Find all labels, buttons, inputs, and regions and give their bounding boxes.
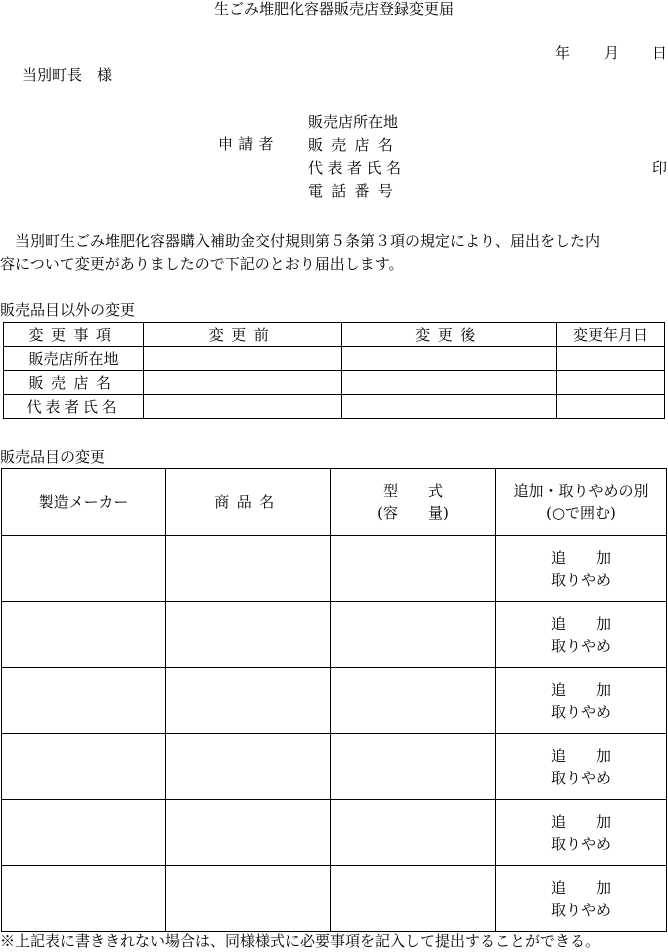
- table-row: [2, 668, 667, 734]
- other-changes-table: [3, 322, 665, 419]
- add-cancel-cell[interactable]: [496, 734, 667, 800]
- header-add-cancel: [496, 469, 667, 536]
- option-add[interactable]: 追 加: [550, 878, 611, 897]
- product-cell[interactable]: [166, 602, 331, 668]
- table-row: [2, 734, 667, 800]
- option-cancel[interactable]: 取りやめ: [550, 702, 611, 721]
- model-cell[interactable]: [331, 602, 496, 668]
- before-cell[interactable]: [144, 371, 342, 395]
- addressee: 当別町長 様: [22, 66, 113, 84]
- header-add-cancel-line2: (○で囲む): [546, 504, 616, 522]
- table-header-row: [4, 323, 665, 347]
- row-label-representative: 代表者氏名: [4, 395, 144, 419]
- header-before: 変更前: [144, 323, 342, 347]
- product-cell[interactable]: [166, 866, 331, 932]
- product-cell[interactable]: [166, 734, 331, 800]
- option-add[interactable]: 追 加: [550, 812, 611, 831]
- date-month-label: 月: [604, 44, 620, 62]
- product-cell[interactable]: [166, 536, 331, 602]
- add-cancel-cell[interactable]: [496, 668, 667, 734]
- add-cancel-cell[interactable]: [496, 866, 667, 932]
- table-row: [2, 866, 667, 932]
- after-cell[interactable]: [342, 371, 557, 395]
- table-row: [2, 602, 667, 668]
- header-model: [331, 469, 496, 536]
- seal-mark: 印: [652, 159, 668, 177]
- model-cell[interactable]: [331, 800, 496, 866]
- header-maker: 製造メーカー: [2, 469, 166, 536]
- table-header-row: [2, 469, 667, 536]
- footnote: ※上記表に書ききれない場合は、同様様式に必要事項を記入して提出することができる。: [0, 932, 601, 950]
- model-cell[interactable]: [331, 734, 496, 800]
- notice-paragraph-line2: 容について変更がありましたので下記のとおり届出します。: [0, 255, 404, 273]
- option-cancel[interactable]: 取りやめ: [550, 768, 611, 787]
- option-cancel[interactable]: 取りやめ: [550, 900, 611, 919]
- section-heading-product-changes: 販売品目の変更: [0, 448, 106, 466]
- model-cell[interactable]: [331, 668, 496, 734]
- header-model-line2: (容 量): [377, 504, 449, 522]
- add-cancel-cell[interactable]: [496, 800, 667, 866]
- applicant-field-representative: 代表者氏名: [308, 159, 406, 177]
- maker-cell[interactable]: [2, 734, 166, 800]
- document-title: 生ごみ堆肥化容器販売店登録変更届: [213, 0, 454, 18]
- date-day-label: 日: [652, 44, 668, 62]
- option-add[interactable]: 追 加: [550, 680, 611, 699]
- table-row: [2, 536, 667, 602]
- applicant-field-phone: 電話番号: [308, 182, 402, 200]
- date-cell[interactable]: [557, 395, 665, 419]
- table-row: [2, 800, 667, 866]
- date-year-label: 年: [555, 44, 571, 62]
- row-label-address: 販売店所在地: [4, 347, 144, 371]
- product-cell[interactable]: [166, 668, 331, 734]
- product-cell[interactable]: [166, 800, 331, 866]
- section-heading-other-changes: 販売品目以外の変更: [0, 301, 136, 319]
- model-cell[interactable]: [331, 866, 496, 932]
- maker-cell[interactable]: [2, 602, 166, 668]
- after-cell[interactable]: [342, 395, 557, 419]
- before-cell[interactable]: [144, 347, 342, 371]
- header-add-cancel-line1: 追加・取りやめの別: [513, 482, 649, 500]
- notice-paragraph-line1: 当別町生ごみ堆肥化容器購入補助金交付規則第５条第３項の規定により、届出をした内: [0, 232, 601, 250]
- applicant-field-store-name: 販売店名: [308, 136, 402, 154]
- after-cell[interactable]: [342, 347, 557, 371]
- option-cancel[interactable]: 取りやめ: [550, 636, 611, 655]
- header-model-line1: 型 式: [382, 482, 443, 500]
- option-add[interactable]: 追 加: [550, 746, 611, 765]
- row-label-store-name: 販売店名: [4, 371, 144, 395]
- option-cancel[interactable]: 取りやめ: [550, 570, 611, 589]
- applicant-field-address: 販売店所在地: [308, 113, 399, 131]
- maker-cell[interactable]: [2, 800, 166, 866]
- header-product-name: 商品名: [166, 469, 331, 536]
- product-changes-table: [1, 468, 667, 932]
- table-row: [4, 395, 665, 419]
- maker-cell[interactable]: [2, 866, 166, 932]
- date-cell[interactable]: [557, 371, 665, 395]
- option-add[interactable]: 追 加: [550, 548, 611, 567]
- table-row: [4, 371, 665, 395]
- header-change-item: 変更事項: [4, 323, 144, 347]
- add-cancel-cell[interactable]: [496, 602, 667, 668]
- model-cell[interactable]: [331, 536, 496, 602]
- option-add[interactable]: 追 加: [550, 614, 611, 633]
- maker-cell[interactable]: [2, 668, 166, 734]
- add-cancel-cell[interactable]: [496, 536, 667, 602]
- table-row: [4, 347, 665, 371]
- header-after: 変更後: [342, 323, 557, 347]
- before-cell[interactable]: [144, 395, 342, 419]
- maker-cell[interactable]: [2, 536, 166, 602]
- header-change-date: 変更年月日: [557, 323, 665, 347]
- applicant-label: 申請者: [218, 135, 279, 153]
- date-cell[interactable]: [557, 347, 665, 371]
- option-cancel[interactable]: 取りやめ: [550, 834, 611, 853]
